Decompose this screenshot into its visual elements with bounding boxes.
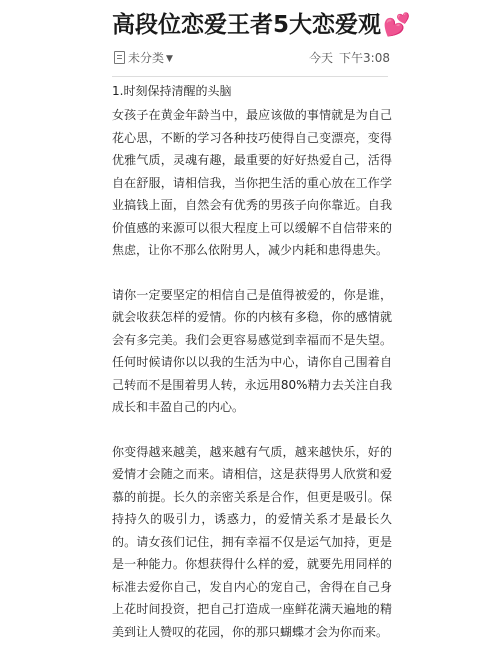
divider [112,76,388,77]
note-title-text: 高段位恋爱王者5大恋爱观 [112,12,382,38]
section-heading: 1.时刻保持清醒的头脑 [112,84,232,98]
document-icon [114,51,125,64]
paragraph-2: 请你一定要坚定的相信自己是值得被爱的，你是谁，就会收获怎样的爱情。你的内核有多稳，你的感情就会有多完美。我们会更容易感觉到幸福而不是失望。任何时候请你以以我的生活为中心，请你自己围着自己转而不是围着男人转，永远用80%精力去关注自我成长和丰盈自己的内心。 [112,287,392,414]
paragraph-3: 你变得越来越美，越来越有气质，越来越快乐，好的爱情才会随之而来。请相信，这是获得男人欣赏和爱慕的前提。长久的亲密关系是合作，但更是吸引。保持持久的吸引力，诱惑力，的爱情关系才是最长久的。请女孩们记住，拥有幸福不仅是运气加持，更是是一种能力。你想获得什么样的爱，就要先用同样的标准去爱你自己，发自内心的宠自己，舍得在自己身上花时间投资，把自己打造成一座鲜花满天遍地的精美到让人赞叹的花园，你的那只蝴蝶才会为你而来。 [112,444,392,639]
note-body[interactable] [112,80,392,643]
paragraph-spacer [112,262,392,284]
paragraph-spacer [112,419,392,441]
time-label: 下午3:08 [339,51,390,65]
note-timestamp [309,48,390,68]
two-hearts-icon: 💕 [383,13,411,38]
note-title [112,10,410,41]
date-label: 今天 [309,51,334,65]
note-meta-bar [114,48,390,68]
category-selector[interactable] [114,48,173,69]
caret-down-icon: ▼ [166,54,173,64]
category-label: 未分类 [128,51,165,65]
paragraph-1: 女孩子在黄金年龄当中，最应该做的事情就是为自己花心思，不断的学习各种技巧使得自己变漂亮，变得优雅气质，灵魂有趣，最重要的好好热爱自己，活得自在舒服，请相信我，当你把生活的重心放在工作学业搞钱上面，自然会有优秀的男孩子向你靠近。自我价值感的来源可以很大程度上可以缓解不自信带来的焦虑，让你不那么依附男人，减少内耗和患得患失。 [112,108,392,257]
